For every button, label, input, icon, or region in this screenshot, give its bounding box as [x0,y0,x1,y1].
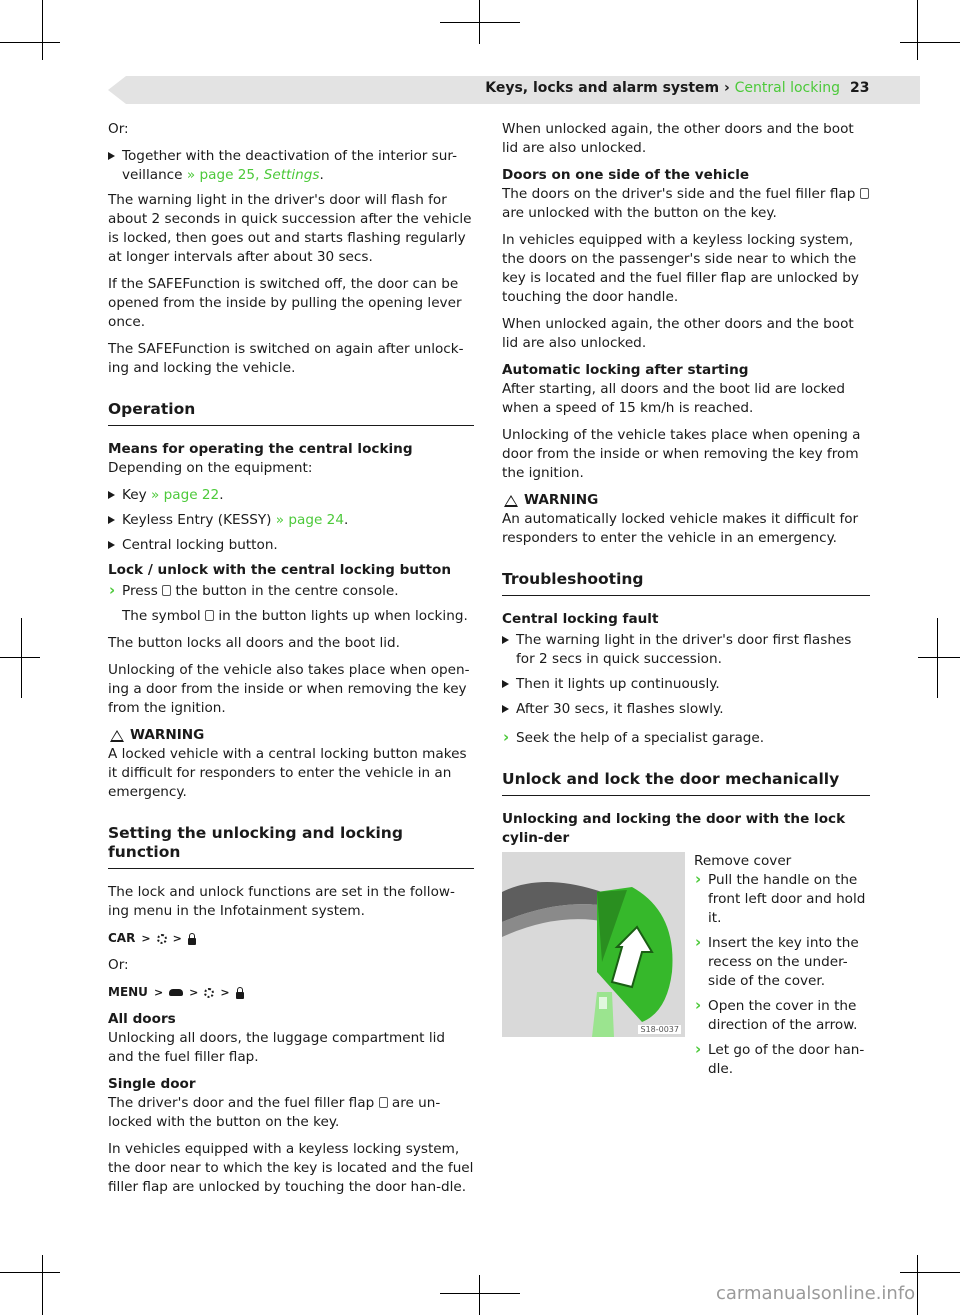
car-icon [169,989,183,996]
paragraph: In vehicles equipped with a keyless locking system, the door near to which the key is located and the fuel filler flap are unlocked by touching the door han-dle. [108,1141,474,1195]
door-handle-illustration [502,852,685,1037]
settings-gear-icon [204,988,214,998]
instruction-step: › Seek the help of a specialist garage. [502,729,870,748]
instruction-step: › Pull the handle on the front left door and hold it. [694,871,872,928]
crop-mark [900,42,960,43]
paragraph: The button locks all doors and the boot lid. [108,635,401,651]
warning-triangle-icon [504,495,518,507]
paragraph: When unlocked again, the other doors and the boot lid are also unlocked. [502,121,854,156]
instruction-step: › Open the cover in the direction of the arrow. [694,997,872,1035]
crop-mark [42,1255,43,1315]
paragraph: The warning light in the driver's door will flash for about 2 seconds in quick succession after the vehicle is locked, then goes out and starts flashing regularly at longer intervals after about 30 secs. [108,192,472,265]
menu-path: CAR > > [108,929,474,948]
paragraph: When unlocked again, the other doors and the boot lid are also unlocked. [502,316,854,351]
fuel-filler-icon [860,188,869,199]
paragraph: Unlocking of the vehicle takes place when opening a door from the inside or when removing the key from the ignition. [502,427,861,481]
left-column: Or: Together with the deactivation of the interior sur-veillance » page 25, Settings. The warning light in the driver's door will flash for about 2 seconds in quick succession after the vehicle is locked, then goes out and starts flashing regularly at longer intervals after about 30 secs. If the SAFEFunction is switched off, the door can be opened from the inside by pulling the opening lever once. The SAFEFunction is switched on again after unlock-ing and locking the vehicle. Operation Means for operating the central locking Depending on the equipment: Key » page 22. Keyless Entry (KESSY) » page 24. Central locking button. Lock / unlock with the central locking button › Press the button in the centre console. The symbol in the button lights up when locking. The button locks all doors and the boot lid. Unlocking of the vehicle also takes place when open-ing a door from the inside or when removing the key from the ignition. WARNING A locked vehicle with a central locking button makes it difficult for responders to enter the vehicle in an emergency. Setting the unlocking and locking function The lock and unlock functions are set in the follow-ing menu in the Infotainment system. CAR > > Or: MENU > > > All doors Unlocking all doors, the luggage compartment lid and the fuel filler flap. Single door The driver's door and the fuel filler flap are un-locked with the button on the key. In vehicles equipped with a keyless locking system, the door near to which the key is located and the fuel filler flap are unlocked by touching the door han-dle. [108,120,474,1205]
crop-mark [0,1272,60,1273]
list-item: Key » page 22. [108,486,474,505]
warning-triangle-icon [110,730,124,742]
paragraph: Unlocking all doors, the luggage compartment lid and the fuel filler flap. [108,1030,446,1065]
list-item: Keyless Entry (KESSY) » page 24. [108,511,474,530]
warning-heading: WARNING [502,491,870,510]
list-item: Then it lights up continuously. [502,675,870,694]
crop-mark [917,0,918,60]
warning-text: An automatically locked vehicle makes it difficult for responders to enter the vehicle in an emergency. [502,511,859,546]
watermark: carmanualsonline.info [716,1283,916,1304]
list-item: Together with the deactivation of the interior sur-veillance » page 25, Settings. [108,147,474,185]
list-item: After 30 secs, it flashes slowly. [502,700,870,719]
instruction-step: › Let go of the door han-dle. [694,1041,872,1079]
lock-button-icon [162,585,171,596]
fuel-filler-icon [379,1097,388,1108]
breadcrumb [485,80,840,96]
paragraph: The lock and unlock functions are set in the follow-ing menu in the Infotainment system. [108,884,455,919]
paragraph: In vehicles equipped with a keyless locking system, the doors on the passenger's side near to which the key is located and the fuel filler flap are unlocked by touching the door handle. [502,232,859,305]
door-handle-figure [502,852,685,1037]
lock-icon [236,992,244,999]
crop-mark [918,657,960,658]
paragraph: If the SAFEFunction is switched off, the door can be opened from the inside by pulling the opening lever once. [108,276,462,330]
right-column: When unlocked again, the other doors and the boot lid are also unlocked. Doors on one side of the vehicle The doors on the driver's side and the fuel filler flap are unlocked with the button on the key. In vehicles equipped with a keyless locking system, the doors on the passenger's side near to which the key is located and the fuel filler flap are unlocked by touching the door handle. When unlocked again, the other doors and the boot lid are also unlocked. Automatic locking after starting After starting, all doors and the boot lid are locked when a speed of 15 km/h is reached. Unlocking of the vehicle takes place when opening a door from the inside or when removing the key from the ignition. WARNING An automatically locked vehicle makes it difficult for responders to enter the vehicle in an emergency. Troubleshooting Central locking fault The warning light in the driver's door first flashes for 2 secs in quick succession. Then it lights up continuously. After 30 secs, it flashes slowly. › Seek the help of a specialist garage. Unlock and lock the door mechanically Unlocking and locking the door with the lock cylin-der [502,120,870,856]
crop-mark [479,1275,480,1315]
subheading: Central locking fault [502,611,659,627]
subheading: Unlocking and locking the door with the lock cylin-der [502,811,846,846]
crop-mark [440,1293,520,1294]
crop-mark [21,618,22,698]
page-link[interactable]: » page 25, Settings [186,167,320,183]
warning-text: A locked vehicle with a central locking button makes it difficult for responders to enter the vehicle in an emergency. [108,746,467,800]
car-menu-label: CAR [108,931,136,945]
or-label: Or: [108,957,129,973]
paragraph: The SAFEFunction is switched on again after unlock-ing and locking the vehicle. [108,341,464,376]
subheading: Single door [108,1076,196,1092]
paragraph: After starting, all doors and the boot lid are locked when a speed of 15 km/h is reached. [502,381,845,416]
lock-icon [188,938,196,945]
instruction-step: › Insert the key into the recess on the under-side of the cover. [694,934,872,991]
crop-mark [0,657,40,658]
page-link[interactable]: » page 24 [275,512,344,528]
section-heading-troubleshooting: Troubleshooting [502,570,870,596]
paragraph: Depending on the equipment: [108,460,313,476]
subheading: Means for operating the central locking [108,441,413,457]
subheading: All doors [108,1011,176,1027]
list-item: The warning light in the driver's door first flashes for 2 secs in quick succession. [502,631,870,669]
paragraph: Unlocking of the vehicle also takes place when open-ing a door from the inside or when removing the key from the ignition. [108,662,470,716]
section-heading-operation: Operation [108,400,474,426]
instruction-step: › Press the button in the centre console. [108,582,474,601]
menu-label: MENU [108,985,148,999]
step-intro: Remove cover [694,853,792,869]
lock-button-icon [205,610,214,621]
settings-gear-icon [157,934,167,944]
figure-steps [694,852,872,1085]
crop-mark [42,0,43,60]
or-label: Or: [108,121,129,137]
menu-path: MENU > > > [108,983,474,1002]
page-link[interactable]: » page 22 [150,487,220,503]
list-item: Central locking button. [108,536,474,555]
crop-mark [937,618,938,698]
warning-heading: WARNING [108,726,474,745]
section-heading-setting: Setting the unlocking and locking function [108,824,474,869]
subheading: Doors on one side of the vehicle [502,167,750,183]
crop-mark [900,1272,960,1273]
figure-code: S18-0037 [640,1025,679,1034]
subheading: Lock / unlock with the central locking button [108,562,452,578]
page-number: 23 [850,80,870,96]
breadcrumb-subsection[interactable]: Central locking [734,80,840,96]
crop-mark [440,22,520,23]
breadcrumb-section: Keys, locks and alarm system › [485,80,730,96]
subheading: Automatic locking after starting [502,362,749,378]
crop-mark [0,42,60,43]
step-result: The symbol in the button lights up when locking. [122,608,468,624]
crop-mark [917,1255,918,1315]
section-heading-unlock-mechanically: Unlock and lock the door mechanically [502,770,870,796]
